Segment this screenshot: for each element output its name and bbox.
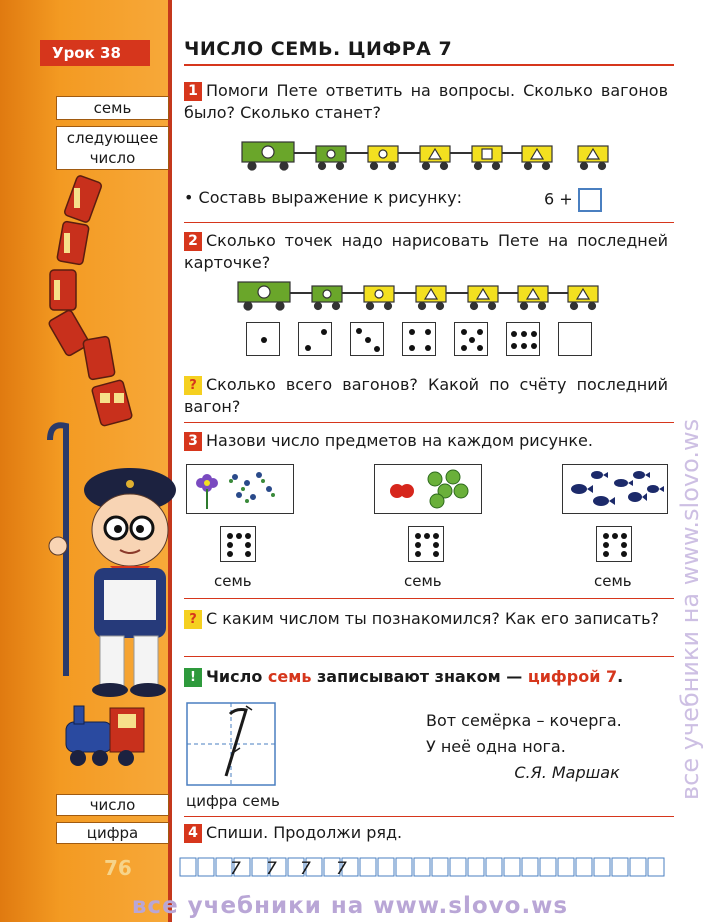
question-1	[184, 374, 668, 418]
dice-card-seven	[596, 526, 632, 562]
dot	[477, 345, 483, 351]
dot	[531, 343, 537, 349]
dot	[425, 329, 431, 335]
copy-digit-grid	[176, 856, 670, 878]
apples-drawing	[375, 465, 480, 512]
grid-cell	[540, 858, 556, 876]
task-number-badge: 2	[184, 232, 202, 251]
dice-card-seven	[220, 526, 256, 562]
flowers-picture	[186, 464, 294, 514]
dot	[461, 329, 467, 335]
fish-picture	[562, 464, 668, 514]
digit-caption: цифра семь	[186, 792, 280, 810]
term-digit: цифра	[56, 822, 169, 844]
grid-cell	[594, 858, 610, 876]
dot-card	[350, 322, 384, 356]
term-seven: семь	[56, 96, 169, 120]
task-number-badge: 4	[184, 824, 202, 843]
dot	[409, 329, 415, 335]
section-divider	[184, 816, 674, 817]
dice-card-seven	[408, 526, 444, 562]
digit-seven-writing-sample	[186, 702, 276, 786]
dot	[409, 345, 415, 351]
task-number-badge: 1	[184, 82, 202, 101]
grid-cell	[630, 858, 646, 876]
poem	[426, 708, 622, 786]
dot	[531, 331, 537, 337]
grid-cell	[468, 858, 484, 876]
expression-text: 6 +	[544, 189, 573, 209]
term-next-number: следующее число	[56, 126, 169, 170]
poem-line-2: У неё одна нога.	[426, 737, 566, 756]
dot	[321, 329, 327, 335]
grid-cell	[612, 858, 628, 876]
page-number: 76	[104, 856, 132, 880]
flowers-drawing	[187, 465, 292, 512]
caption-seven: семь	[214, 572, 252, 590]
train-wagons-row-2	[236, 278, 616, 312]
sample-digit: 7	[300, 859, 311, 879]
dot	[521, 331, 527, 337]
poem-line-1: Вот семёрка – кочерга.	[426, 711, 622, 730]
page-title: ЧИСЛО СЕМЬ. ЦИФРА 7	[184, 38, 453, 60]
grid-cell	[180, 858, 196, 876]
dot-card	[298, 322, 332, 356]
question-icon: ?	[184, 610, 202, 629]
sample-digit: 7	[266, 859, 277, 879]
rule-highlight-seven: семь	[267, 667, 312, 686]
toy-engine-illustration	[64, 700, 148, 770]
expression-prompt: • Составь выражение к рисунку:	[184, 188, 462, 207]
section-divider	[184, 598, 674, 599]
task-4-text: Спиши. Продолжи ряд.	[206, 823, 403, 842]
grid-cell	[648, 858, 664, 876]
expression-prompt-row	[184, 188, 573, 209]
task-2-text: Сколько точек надо нарисовать Пете на последней карточке?	[184, 231, 668, 272]
rule-highlight-digit: цифрой 7	[527, 667, 618, 686]
sample-digit: 7	[336, 859, 347, 879]
dot	[521, 343, 527, 349]
grid-cell	[558, 858, 574, 876]
grid-cell	[576, 858, 592, 876]
task-3-text: Назови число предметов на каждом рисунке.	[206, 431, 593, 450]
dot-card	[506, 322, 540, 356]
dot	[511, 331, 517, 337]
rule-text-part: .	[617, 667, 624, 686]
grid-cell	[378, 858, 394, 876]
task-2	[184, 230, 668, 274]
section-divider	[184, 422, 674, 423]
fish-drawing	[563, 465, 666, 512]
task-3	[184, 430, 668, 452]
dot	[356, 328, 362, 334]
title-underline	[184, 64, 674, 66]
question-icon: ?	[184, 376, 202, 395]
dot	[425, 345, 431, 351]
term-number: число	[56, 794, 169, 816]
grid-cell	[504, 858, 520, 876]
section-divider	[184, 656, 674, 657]
task-1	[184, 80, 668, 124]
dot	[477, 329, 483, 335]
toy-train-illustration	[40, 178, 140, 448]
task-1-text: Помоги Пете ответить на вопросы. Сколько вагонов было? Сколько станет?	[184, 81, 668, 122]
expression-answer	[544, 188, 602, 212]
question-1-text: Сколько всего вагонов? Какой по счёту последний вагон?	[184, 375, 668, 416]
answer-box[interactable]	[578, 188, 602, 212]
dot	[374, 346, 380, 352]
rule-text-part: Число	[206, 667, 268, 686]
task-4	[184, 822, 668, 844]
dot	[305, 345, 311, 351]
rule-statement	[184, 666, 668, 688]
poem-author: С.Я. Маршак	[514, 763, 620, 782]
dot	[261, 337, 267, 343]
grid-cell	[198, 858, 214, 876]
empty-dot-card[interactable]	[558, 322, 592, 356]
grid-cell	[360, 858, 376, 876]
question-2	[184, 608, 668, 630]
dot	[511, 343, 517, 349]
grid-cell	[396, 858, 412, 876]
dot	[365, 337, 371, 343]
grid-cell	[414, 858, 430, 876]
dot-card	[454, 322, 488, 356]
grid-cell	[450, 858, 466, 876]
grid-cell	[486, 858, 502, 876]
dot-card	[246, 322, 280, 356]
exclamation-icon: !	[184, 668, 202, 687]
section-divider	[184, 222, 674, 223]
question-2-text: С каким числом ты познакомился? Как его записать?	[206, 609, 660, 628]
dot-card	[402, 322, 436, 356]
task-number-badge: 3	[184, 432, 202, 451]
dot	[469, 337, 475, 343]
dot	[461, 345, 467, 351]
apples-picture	[374, 464, 482, 514]
caption-seven: семь	[404, 572, 442, 590]
lesson-badge: Урок 38	[40, 40, 150, 66]
grid-cell	[522, 858, 538, 876]
footer-watermark: все учебники на www.slovo.ws	[131, 893, 569, 919]
conductor-boy-illustration	[30, 420, 180, 700]
caption-seven: семь	[594, 572, 632, 590]
train-wagons-row-1	[240, 138, 620, 172]
rule-text-part: записывают знаком —	[311, 667, 528, 686]
sample-digit: 7	[230, 859, 241, 879]
grid-cell	[432, 858, 448, 876]
